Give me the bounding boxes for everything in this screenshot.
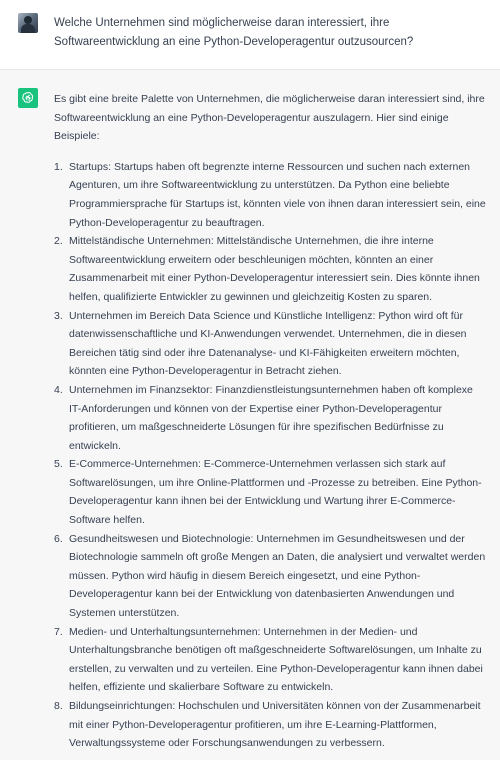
- list-item: [54, 530, 486, 623]
- list-number: 4.: [54, 383, 63, 396]
- list-item-text: Unternehmen im Bereich Data Science und Künstliche Intelligenz: Python wird oft für datenwissenschaftliche und KI-Anwendungen verwendet. Unternehmen, die in diesen Bereichen tätig sind oder ihre Datenanalyse- und KI-Fähigkeiten erweitern möchten, könnten eine Python-Developeragentur in Betracht ziehen.: [69, 309, 467, 378]
- assistant-list: [54, 158, 486, 753]
- list-item: [54, 158, 486, 232]
- list-item: [54, 232, 486, 306]
- assistant-message-row: [0, 70, 500, 760]
- list-number: 2.: [54, 235, 63, 248]
- list-number: 1.: [54, 160, 63, 173]
- list-item-text: E-Commerce-Unternehmen: E-Commerce-Unternehmen verlassen sich stark auf Softwarelösungen, um ihre Online-Plattformen und -Prozesse zu betreiben. Eine Python-Developeragentur kann ihnen bei der Entwicklung und Wartung ihrer E-Commerce-Software helfen.: [69, 458, 482, 527]
- list-item-text: Medien- und Unterhaltungsunternehmen: Unternehmen in der Medien- und Unterhaltungsbranche benötigen oft maßgeschneiderte Softwarelösungen, um Inhalte zu erstellen, zu verwalten und zu verteilen. Eine Python-Developeragentur kann ihnen dabei helfen, effiziente und skalierbare Software zu entwickeln.: [69, 625, 483, 694]
- list-number: 3.: [54, 309, 63, 322]
- list-number: 5.: [54, 458, 63, 471]
- openai-logo-icon: [18, 88, 38, 108]
- user-avatar: [18, 13, 38, 33]
- list-number: 8.: [54, 700, 63, 712]
- list-number: 6.: [54, 532, 63, 545]
- list-item-text: Startups: Startups haben oft begrenzte interne Ressourcen und suchen nach externen Agenturen, um ihre Softwareentwicklung zu unterstützen. Da Python eine beliebte Programmiersprache für Startups ist, könnten viele von ihnen daran interessiert sein, eine Python-Developeragentur zu beauftragen.: [69, 160, 486, 229]
- user-message-text: Welche Unternehmen sind möglicherweise daran interessiert, ihre Softwareentwicklung an eine Python-Developeragentur outzusourcen?: [54, 17, 414, 48]
- list-item-text: Bildungseinrichtungen: Hochschulen und Universitäten können von der Zusammenarbeit mit einer Python-Developeragentur profitieren, um ihre E-Learning-Plattformen, Verwaltungssysteme oder Forschungsanwendungen zu verbessern.: [69, 700, 481, 750]
- list-number: 7.: [54, 625, 63, 638]
- list-item: [54, 623, 486, 697]
- list-item: [54, 455, 486, 529]
- list-item: [54, 381, 486, 455]
- assistant-message-content: [54, 90, 486, 753]
- user-message-row: [0, 0, 500, 70]
- list-item-text: Unternehmen im Finanzsektor: Finanzdienstleistungsunternehmen haben oft komplexe IT-Anforderungen und können von der Expertise einer Python-Developeragentur profitieren, um maßgeschneiderte Lösungen für ihre spezifischen Bedürfnisse zu entwickeln.: [69, 383, 473, 452]
- list-item: [54, 307, 486, 381]
- list-item-text: Gesundheitswesen und Biotechnologie: Unternehmen im Gesundheitswesen und der Biotechnologie sammeln oft große Mengen an Daten, die analysiert und verwaltet werden müssen. Python wird häufig in diesem Bereich eingesetzt, und eine Python-Developeragentur kann bei der Entwicklung von datenbasierten Anwendungen und Systemen unterstützen.: [69, 532, 486, 620]
- list-item-text: Mittelständische Unternehmen: Mittelständische Unternehmen, die ihre interne Softwareentwicklung erweitern oder beschleunigen möchten, könnten an einer Zusammenarbeit mit einer Python-Developeragentur interessiert sein. Dies könnte ihnen helfen, qualifizierte Entwickler zu gewinnen und gleichzeitig Kosten zu sparen.: [69, 235, 480, 303]
- list-item: [54, 697, 486, 753]
- assistant-intro: Es gibt eine breite Palette von Unternehmen, die möglicherweise daran interessiert sind, ihre Softwareentwicklung an eine Python-Developeragentur auszulagern. Hier sind einige Beispiele:: [54, 93, 485, 143]
